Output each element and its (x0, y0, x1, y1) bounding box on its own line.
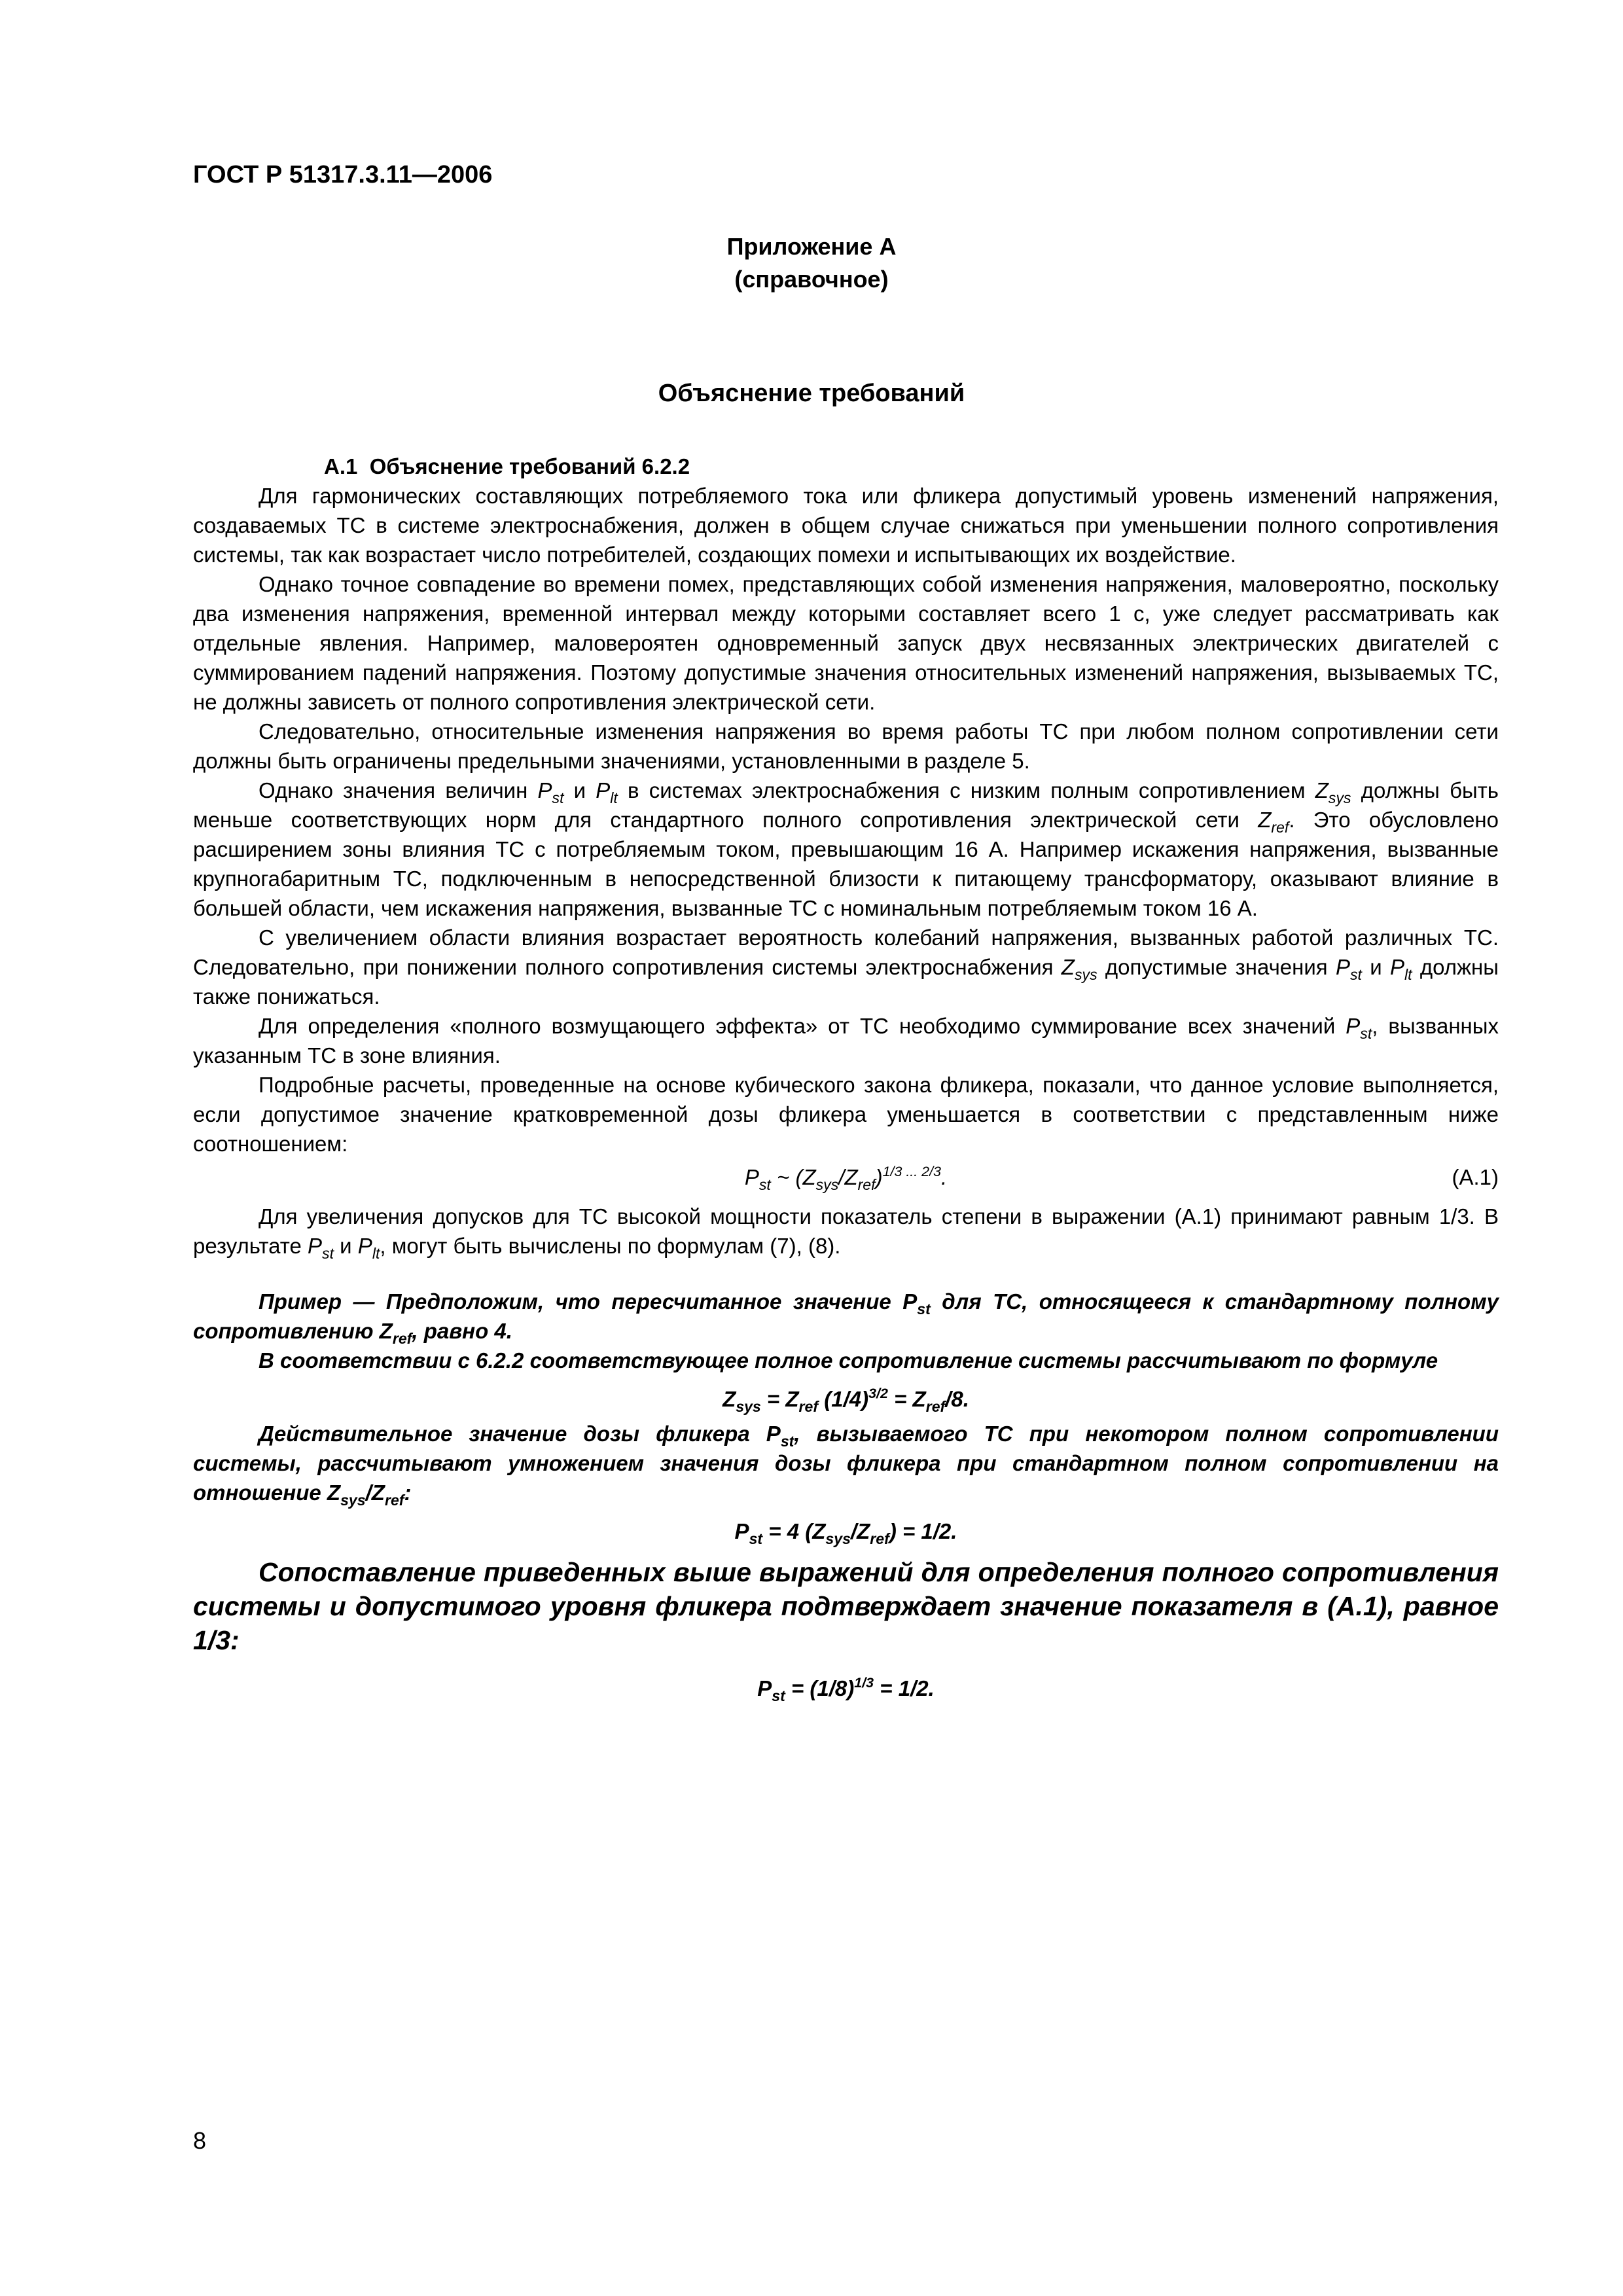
text-run: должны также понижаться. (193, 955, 1499, 1009)
formula-a1-expression: $P_{st}$ ~ $(Z_{sys}/Z_{ref})^{1/3 ... 2/3}$. (744, 1164, 948, 1194)
paragraph-1: Для гармонических составляющих потребляемого тока или фликера допустимый уровень изменений напряжения, создаваемых ТС в системе электроснабжения, должен в общем случае снижаться при уменьшении полного сопротивления системы, так как возрастает число потребителей, создающих помехи и испытывающих их воздействие. (193, 484, 1499, 567)
section-number: А.1 (324, 454, 358, 478)
appendix-heading (0, 230, 1623, 296)
appendix-label: Приложение А (726, 233, 897, 260)
formula-a1 (193, 1162, 1499, 1202)
symbol-zsys: $Z_{sys}$ (1061, 955, 1097, 984)
text-run: . Это обусловлено расширением зоны влияния ТС с потребляемым током, превышающим 16 А. Например искажения напряжения, вызванные крупногабаритным ТС, подключенным в непосредственной близости к питающему трансформатору, оказывают влияние в большей области, чем искажения напряжения, вызванные ТС с номинальным потребляемым током 16 А. (193, 808, 1499, 920)
text-run: С увеличением области влияния возрастает вероятность колебаний напряжения, вызванных работой различных ТС. Следовательно, при понижении полного сопротивления системы электроснабжения (193, 925, 1499, 979)
symbol-pst: $P_{st}$ (1346, 1014, 1372, 1043)
page-number: 8 (193, 2127, 207, 2154)
text-run: и (563, 778, 596, 802)
paragraph-5 (193, 923, 1499, 1011)
text-run: , вызванных указанным ТС в зоне влияния. (193, 1014, 1499, 1067)
text-run: в системах электроснабжения с низким полным сопротивлением (617, 778, 1315, 802)
standard-code: ГОСТ Р 51317.3.11—2006 (193, 161, 493, 188)
example-line-2: В соответствии с 6.2.2 соответствующее полное сопротивление системы рассчитывают по формуле (259, 1348, 1438, 1372)
example-block (193, 1287, 1499, 1546)
paragraph-4 (193, 776, 1499, 923)
conclusion-text: Сопоставление приведенных выше выражений для определения полного сопротивления системы и допустимого уровня фликера подтверждает значение показателя в (А.1), равное 1/3: (193, 1557, 1499, 1655)
section-heading (193, 452, 1499, 481)
example-formula-1: $Z_{sys} = Z_{ref}$ $(1/4)^{3/2} = Z_{ref}/8$. (722, 1386, 969, 1416)
conclusion-formula: $P_{st} = (1/8)^{1/3} = 1/2$. (757, 1675, 935, 1705)
appendix-type: (справочное) (734, 266, 889, 293)
page-title: Объяснение требований (658, 380, 965, 407)
text-run: и (334, 1234, 358, 1258)
paragraph-2: Однако точное совпадение во времени помех, представляющих собой изменения напряжения, маловероятно, поскольку два изменения напряжения, временной интервал между которыми составляет всего 1 с, уже следует рассматривать как отдельные явления. Например, маловероятен одновременный запуск двух несвязанных электрических двигателей с суммированием падений напряжения. Поэтому допустимые значения относительных изменений напряжения, вызываемых ТС, не должны зависеть от полного сопротивления электрической сети. (193, 572, 1499, 714)
symbol-pst: $P_{st}$ (1335, 955, 1362, 984)
paragraph-3: Следовательно, относительные изменения напряжения во время работы ТС при любом полном сопротивлении сети должны быть ограничены предельными значениями, установленными в разделе 5. (193, 719, 1499, 773)
symbol-zref: $Z_{ref}$ (1258, 808, 1289, 836)
text-run: , могут быть вычислены по формулам (7), (8). (380, 1234, 841, 1258)
text-run: Однако значения величин (259, 778, 538, 802)
text-run: должны быть меньше соответствующих норм для стандартного полного сопротивления электрической сети (193, 778, 1499, 832)
symbol-plt: $P_{lt}$ (596, 778, 618, 807)
text-run: и (1361, 955, 1390, 979)
example-formula-2: $P_{st} = 4$ $(Z_{sys}/Z_{ref}) = 1/2$. (734, 1519, 957, 1548)
text-run: Для увеличения допусков для ТС высокой мощности показатель степени в выражении (А.1) принимают равным 1/3. В результате (193, 1204, 1499, 1258)
text-run: Для определения «полного возмущающего эффекта» от ТС необходимо суммирование всех значений (259, 1014, 1346, 1038)
conclusion-block (193, 1555, 1499, 1706)
text-run: допустимые значения (1097, 955, 1336, 979)
paragraph-7: Подробные расчеты, проведенные на основе кубического закона фликера, показали, что данное условие выполняется, если допустимое значение кратковременной дозы фликера уменьшается в соответствии с представленным ниже соотношением: (193, 1073, 1499, 1156)
example-line-1: Пример — Предположим, что пересчитанное значение $P_{st}$ для ТС, относящееся к стандартному полному сопротивлению $Z_{ref}$, равно 4. (193, 1289, 1499, 1348)
symbol-pst: $P_{st}$ (308, 1234, 334, 1263)
paragraph-8 (193, 1202, 1499, 1261)
symbol-plt: $P_{lt}$ (1389, 955, 1412, 984)
example-line-3: Действительное значение дозы фликера $P_{st}$, вызываемого ТС при некотором полном сопротивлении системы, рассчитывают умножением значения дозы фликера при стандартном полном сопротивлении на отношение $Z_{sys}/Z_{ref}$: (193, 1422, 1499, 1509)
symbol-plt: $P_{lt}$ (357, 1234, 380, 1263)
paragraph-6 (193, 1011, 1499, 1070)
formula-number: (А.1) (1452, 1165, 1499, 1189)
symbol-zsys: $Z_{sys}$ (1315, 778, 1351, 807)
symbol-pst: $P_{st}$ (537, 778, 564, 807)
document-body (193, 452, 1499, 1706)
section-title: Объяснение требований 6.2.2 (369, 454, 690, 478)
